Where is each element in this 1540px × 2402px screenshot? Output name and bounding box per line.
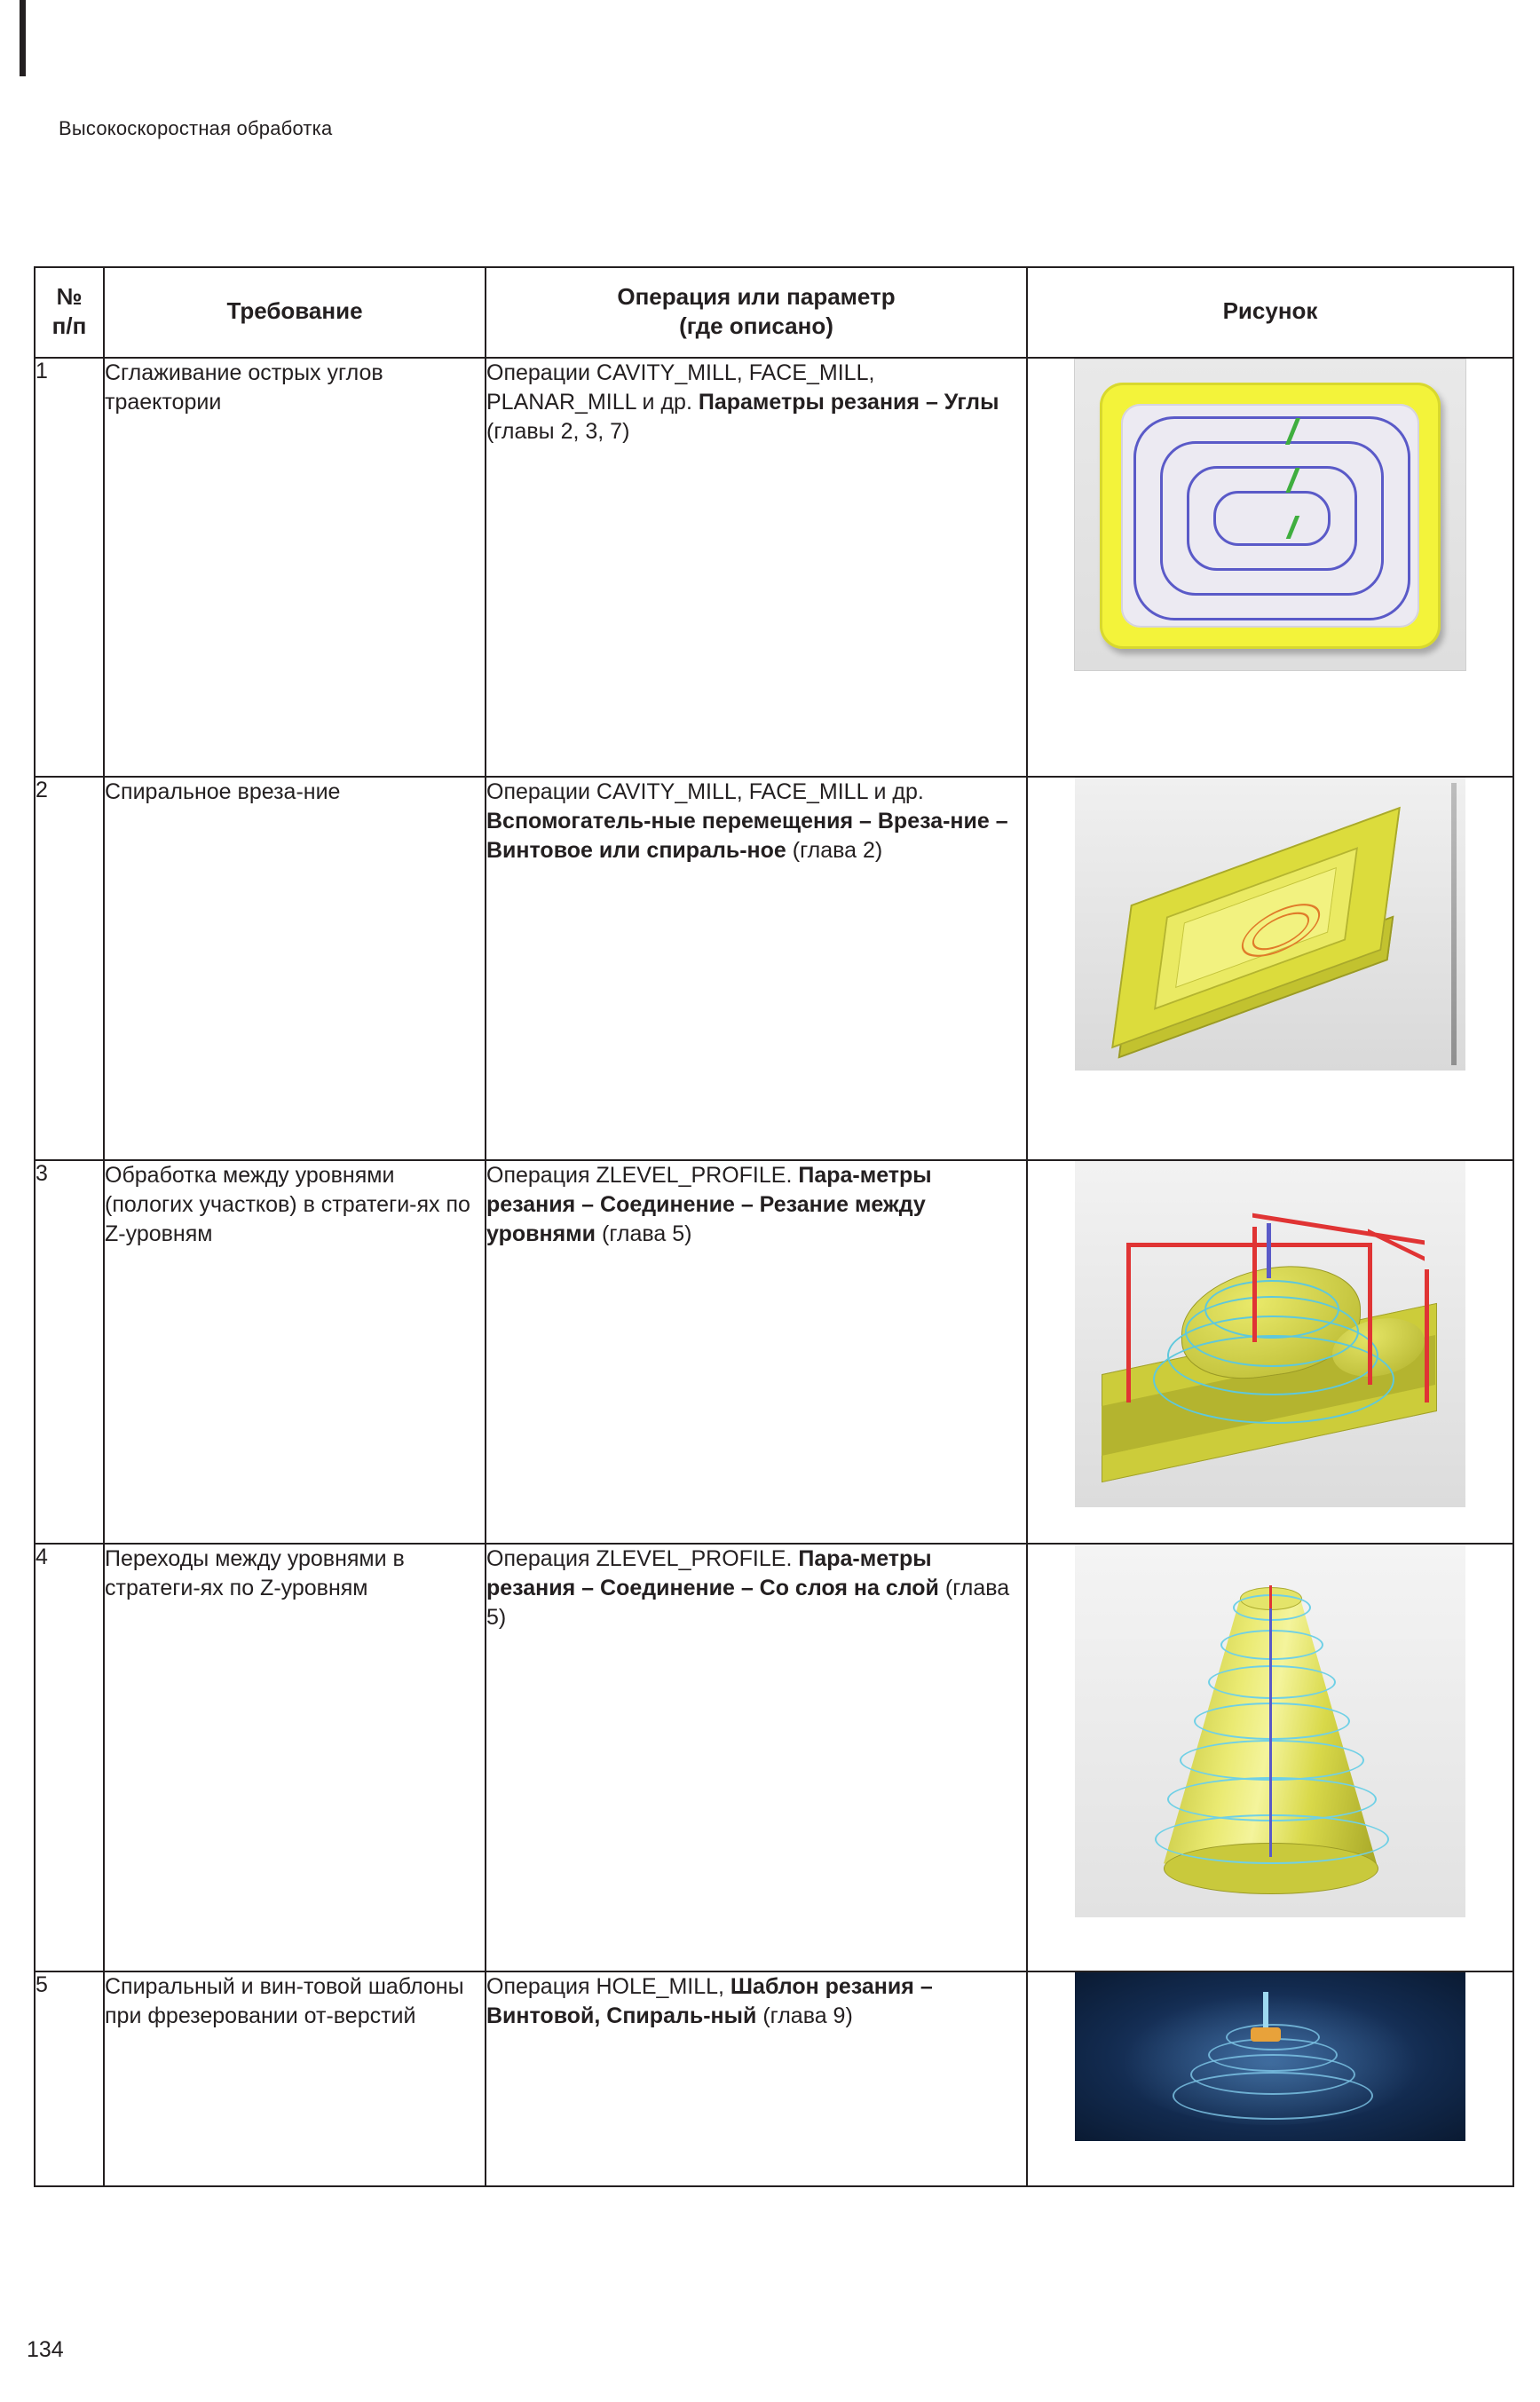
tool-axis-line — [1267, 1223, 1271, 1278]
header-operation-line2: (где описано) — [679, 312, 833, 339]
table-body — [35, 358, 1513, 2186]
row-requirement: Сглаживание острых углов траектории — [104, 358, 486, 777]
hole-mill-helical-figure — [1075, 1972, 1465, 2141]
operation-text-chapter: (глава 5) — [596, 1221, 692, 1246]
row-figure-cell — [1027, 1544, 1513, 1971]
header-no — [35, 267, 104, 358]
operation-text-plain: Операция ZLEVEL_PROFILE. — [486, 1162, 799, 1188]
row-number: 3 — [35, 1160, 104, 1544]
toolpath-loop-4 — [1213, 491, 1331, 546]
helix-pass-3 — [1208, 1665, 1336, 1699]
row-figure-cell — [1027, 358, 1513, 777]
blank-frame-top-2 — [1252, 1213, 1425, 1244]
row-operation — [486, 358, 1027, 777]
row-requirement: Переходы между уровнями в стратеги-ях по Z-уровням — [104, 1544, 486, 1971]
row-operation — [486, 1160, 1027, 1544]
header-operation-line1: Операция или параметр — [617, 283, 896, 310]
helix-pass-5 — [1180, 1740, 1364, 1781]
header-no-line2: п/п — [51, 312, 87, 339]
blank-frame-edge-4 — [1425, 1269, 1429, 1402]
retract-move — [1269, 1585, 1272, 1608]
tray-helical-entry-figure — [1075, 778, 1465, 1071]
row-number: 1 — [35, 358, 104, 777]
row-operation — [486, 1544, 1027, 1971]
operation-text-chapter: (глава 5) — [486, 1575, 1010, 1630]
running-head: Высокоскоростная обработка — [59, 117, 333, 139]
operation-text-chapter: (главы 2, 3, 7) — [486, 418, 630, 444]
row-number: 4 — [35, 1544, 104, 1971]
blank-frame-edge-1 — [1126, 1243, 1131, 1402]
helix-pass-7 — [1155, 1814, 1389, 1864]
header-accent-rule — [20, 0, 26, 76]
operation-text-bold: Пара-метры резания – Соединение – Со слоя на слой — [486, 1545, 939, 1600]
pocket-toolpath-corners-figure — [1074, 359, 1466, 671]
header-no-line1: № — [56, 283, 83, 310]
cone-layer-to-layer-figure — [1075, 1545, 1465, 1917]
row-number: 5 — [35, 1971, 104, 2186]
row-operation — [486, 1971, 1027, 2186]
operation-text-chapter: (глава 9) — [756, 2003, 853, 2028]
header-operation — [486, 267, 1027, 358]
row-number: 2 — [35, 777, 104, 1160]
page-number: 134 — [27, 2337, 64, 2362]
blank-frame-top-1 — [1126, 1243, 1368, 1247]
operation-text-bold: Параметры резания – Углы — [698, 389, 999, 415]
helix-pass-2 — [1220, 1630, 1323, 1660]
row-requirement: Спиральное вреза-ние — [104, 777, 486, 1160]
scrollbar-rail-decor — [1451, 783, 1457, 1065]
table-row — [35, 1971, 1513, 2186]
helix-pass-1 — [1233, 1594, 1311, 1621]
blank-frame-top-3 — [1368, 1229, 1425, 1260]
operation-text-bold: Вспомогатель-ные перемещения – Вреза-ние – Винтовое или спираль-ное — [486, 808, 1008, 863]
table-header — [35, 267, 1513, 358]
row-requirement: Спиральный и вин-товой шаблоны при фрезеровании от-верстий — [104, 1971, 486, 2186]
operation-text-plain: Операции CAVITY_MILL, FACE_MILL и др. — [486, 778, 924, 804]
table-row — [35, 1544, 1513, 1971]
operation-text-bold: Шаблон резания – Винтовой, Спираль-ный — [486, 1973, 933, 2028]
tool-axis-line — [1269, 1591, 1272, 1857]
row-figure-cell — [1027, 1971, 1513, 2186]
operation-text-bold: Пара-метры резания – Соединение – Резание между уровнями — [486, 1162, 932, 1246]
table-row — [35, 777, 1513, 1160]
zlevel-pass-4 — [1204, 1280, 1339, 1339]
operation-text-plain: Операция ZLEVEL_PROFILE. — [486, 1545, 799, 1571]
operation-text-chapter: (глава 2) — [786, 837, 883, 863]
blank-frame-edge-3 — [1368, 1243, 1372, 1385]
row-operation — [486, 777, 1027, 1160]
table-row — [35, 1160, 1513, 1544]
requirements-table — [34, 266, 1514, 2187]
terraced-part-zlevel-figure — [1075, 1161, 1465, 1507]
tool-cutter — [1251, 2027, 1281, 2042]
header-picture: Рисунок — [1027, 267, 1513, 358]
operation-text-plain: Операции CAVITY_MILL, FACE_MILL, PLANAR_MILL и др. — [486, 360, 875, 415]
operation-text-plain: Операция HOLE_MILL, — [486, 1973, 731, 1999]
requirements-table-wrapper — [34, 266, 1512, 2187]
header-requirement: Требование — [104, 267, 486, 358]
table-row — [35, 358, 1513, 777]
row-figure-cell — [1027, 777, 1513, 1160]
table-header-row — [35, 267, 1513, 358]
helix-pass-4 — [1194, 1703, 1350, 1740]
row-requirement: Обработка между уровнями (пологих участков) в стратеги-ях по Z-уровням — [104, 1160, 486, 1544]
row-figure-cell — [1027, 1160, 1513, 1544]
